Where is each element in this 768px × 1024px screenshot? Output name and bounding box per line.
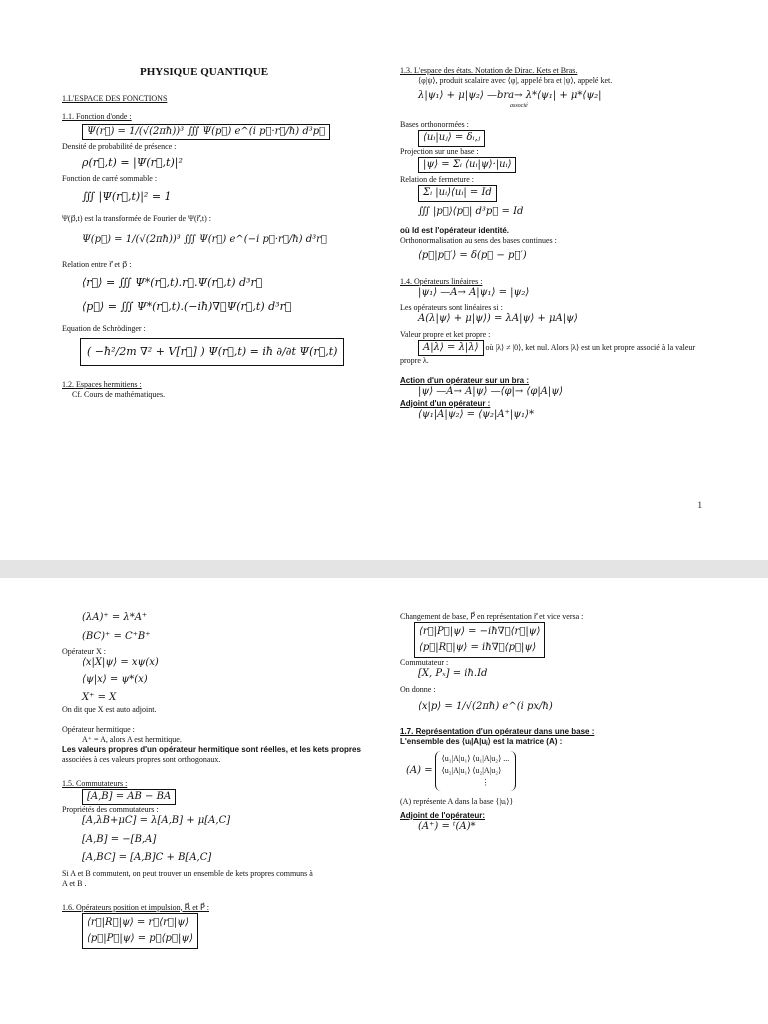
page1-left-column xyxy=(62,66,362,400)
page-number: 1 xyxy=(697,500,702,510)
eq-action: |ψ⟩ —A→ A|ψ⟩ —⟨φ|→ ⟨φ|A|ψ⟩ xyxy=(418,386,564,397)
text-commutator: Commutateur : xyxy=(400,658,449,667)
eq-wavefunction-p: Ψ(p⃗) = 1/(√(2πħ))³ ∭ Ψ(r⃗) e^(−i p⃗·r⃗/ħ) d³r⃗ xyxy=(82,233,327,245)
eq-hermitian: A⁺ = A, alors A est hermitique. xyxy=(82,734,182,744)
section-1-heading: 1.L'ESPACE DES FONCTIONS xyxy=(62,93,168,103)
page-2 xyxy=(0,578,768,1024)
matrix-label: (A) = xyxy=(406,764,433,776)
text-action-bra: Action d'un opérateur sur un bra : xyxy=(400,376,530,385)
text-hermitian-prop2: associées à ces valeurs propres sont orthogonaux. xyxy=(62,754,221,764)
eq-position: ⟨r⃗|R⃗|ψ⟩ = r⃗⟨r⃗|ψ⟩ xyxy=(87,916,190,928)
text-change-basis: Changement de base, P⃗ en représentation r⃗ et vice versa : xyxy=(400,612,584,621)
text-given: On donne : xyxy=(400,684,436,694)
text-adjoint: Adjoint d'un opérateur : xyxy=(400,398,491,408)
eq-ortho-continuous: ⟨p⃗|p⃗′⟩ = δ(p⃗ − p⃗′) xyxy=(418,250,527,261)
text-linear: Les opérateurs sont linéaires si : xyxy=(400,303,503,312)
eq-normalization: ∭ |Ψ(r⃗,t)|² = 1 xyxy=(82,190,172,203)
eq-mean-r: ⟨r⃗⟩ = ∭ Ψ*(r⃗,t).r⃗.Ψ(r⃗,t) d³r⃗ xyxy=(82,276,263,290)
eq-projection: |ψ⟩ = Σᵢ ⟨uᵢ|ψ⟩·|uᵢ⟩ xyxy=(418,157,516,174)
section-1-7-heading: 1.7. Représentation d'un opérateur dans une base : xyxy=(400,727,595,736)
matrix-row-1: ⟨u₁|A|u₁⟩ ⟨u₁|A|u₂⟩ ... xyxy=(441,754,510,763)
matrix-A xyxy=(435,751,517,791)
text-represents: (A) représente A dans la base {|uᵢ⟩} xyxy=(400,797,514,806)
text-commute: Si A et B commutent, on peut trouver un ensemble de kets propres communs à xyxy=(62,868,313,878)
eq-x3: X⁺ = X xyxy=(82,692,117,703)
section-1-4-heading: 1.4. Opérateurs linéaires : xyxy=(400,276,483,286)
eq-adjoint: ⟨ψ₁|A|ψ₂⟩ = ⟨ψ₂|A⁺|ψ₁⟩* xyxy=(418,408,534,420)
eq-ortho: ⟨uᵢ|uⱼ⟩ = δᵢ,ⱼ xyxy=(418,130,485,147)
matrix-row-2: ⟨u₂|A|u₁⟩ ⟨u₂|A|u₂⟩ xyxy=(441,766,502,775)
text-operator-x: Opérateur X : xyxy=(62,647,106,656)
page-separator xyxy=(0,560,768,578)
section-1-5-heading: 1.5. Commutateurs : xyxy=(62,778,128,788)
eq-antilinear: λ|ψ₁⟩ + μ|ψ₂⟩ —bra→ λ*⟨ψ₁| + μ*⟨ψ₂| xyxy=(418,90,602,101)
eq-adjoint-scalar: (λA)⁺ = λ*A⁺ xyxy=(82,612,148,623)
eq-commutator-def: [A,B] = AB − BA xyxy=(82,789,176,806)
text-projection: Projection sur une base : xyxy=(400,146,479,156)
text-ortho-continuous: Orthonormalisation au sens des bases continues : xyxy=(400,236,557,245)
eq-given: ⟨x|p⟩ = 1/√(2πħ) e^(i px/ħ) xyxy=(418,700,553,712)
text-schrodinger: Equation de Schrödinger : xyxy=(62,323,146,333)
section-1-3-heading: 1.3. L'espace des états. Notation de Dirac. Kets et Bras. xyxy=(400,66,578,75)
text-matrix: L'ensemble des ⟨uᵢ|A|uⱼ⟩ est la matrice (A) : xyxy=(400,737,563,746)
page-title: PHYSIQUE QUANTIQUE xyxy=(140,66,269,78)
text-fourier: Ψ(p⃗,t) est la transformée de Fourier de Ψ(r⃗,t) : xyxy=(62,213,212,223)
text-identity: où Id est l'opérateur identité. xyxy=(400,226,510,235)
text-eigen: Valeur propre et ket propre : xyxy=(400,329,491,339)
eq-impulsion: ⟨p⃗|P⃗|ψ⟩ = p⃗⟨p⃗|ψ⟩ xyxy=(87,932,194,944)
eq-comm-prop2: [A,B] = −[B,A] xyxy=(82,833,157,845)
text-eigen-tail: où |λ⟩ ≠ |0⟩, ket nul. Alors |λ⟩ est un ket propre associé à la valeur propre λ. xyxy=(400,342,696,365)
text-ortho-bases: Bases orthonormées : xyxy=(400,120,469,129)
eq-density: ρ(r⃗,t) = |Ψ(r⃗,t)|² xyxy=(82,156,183,170)
text-commute2: A et B . xyxy=(62,878,87,888)
text-adjoint-operator: Adjoint de l'opérateur: xyxy=(400,811,486,820)
eq-change2: ⟨p⃗|R⃗|ψ⟩ = iħ∇⃗⟨p⃗|ψ⟩ xyxy=(419,642,537,653)
text-square-summable: Fonction de carré sommable : xyxy=(62,174,158,183)
eq-comm-prop1: [A,λB+μC] = λ[A,B] + μ[A,C] xyxy=(82,815,231,826)
text-closure: Relation de fermeture : xyxy=(400,175,474,184)
eq-commutator-xp: [X, Pₓ] = iħ.Id xyxy=(418,668,488,679)
eq-mean-p: ⟨p⃗⟩ = ∭ Ψ*(r⃗,t).(−iħ)∇⃗Ψ(r⃗,t) d³r⃗ xyxy=(82,300,292,313)
eq-schrodinger: ( −ħ²/2m ∇² + V[r⃗] ) Ψ(r⃗,t) = iħ ∂/∂t Ψ(r⃗,t) xyxy=(80,338,344,366)
eq-operator: |ψ₁⟩ —A→ A|ψ₁⟩ = |ψ₂⟩ xyxy=(418,286,530,298)
text-hermitian: Opérateur hermitique : xyxy=(62,724,135,734)
eq-adjoint-product: (BC)⁺ = C⁺B⁺ xyxy=(82,630,151,642)
eq-adjoint-matrix: (A⁺) = ᵗ(A)* xyxy=(418,821,476,832)
eq-change1: ⟨r⃗|P⃗|ψ⟩ = −iħ∇⃗⟨r⃗|ψ⟩ xyxy=(419,626,541,637)
text-relation: Relation entre r⃗ et p⃗ : xyxy=(62,260,132,270)
eq-wavefunction-r: Ψ(r⃗) = 1/(√(2πħ))³ ∭ Ψ(p⃗) e^(i p⃗·r⃗/ħ) d³p⃗ xyxy=(82,124,330,141)
eq-x1: ⟨x|X|ψ⟩ = xψ(x) xyxy=(82,657,159,668)
eq-comm-prop3: [A,BC] = [A,B]C + B[A,C] xyxy=(82,852,212,863)
page1-right-column xyxy=(400,66,710,421)
section-1-1-heading: 1.1. Fonction d'onde : xyxy=(62,111,132,121)
page2-left-column xyxy=(62,612,362,949)
label-associe: associé xyxy=(510,102,528,109)
eq-eigen: A|λ⟩ = λ|λ⟩ xyxy=(418,340,484,357)
text-dirac: ⟨φ|ψ⟩, produit scalaire avec ⟨φ|, appelé bra et |ψ⟩, appelé ket. xyxy=(418,76,613,85)
section-1-2-heading: 1.2. Espaces hermitiens : xyxy=(62,379,142,389)
matrix-block xyxy=(406,751,710,791)
text-self-adjoint: On dit que X est auto adjoint. xyxy=(62,704,157,714)
text-commutator-props: Propriétés des commutateurs : xyxy=(62,805,159,814)
matrix-row-3: ⋮ xyxy=(481,778,490,787)
eq-x2: ⟨ψ|x⟩ = ψ*(x) xyxy=(82,673,148,685)
eq-closure-continuous: ∭ |p⃗⟩⟨p⃗| d³p⃗ = Id xyxy=(418,205,524,217)
eq-closure-discrete: Σᵢ |uᵢ⟩⟨uᵢ| = Id xyxy=(418,185,497,202)
page2-right-column xyxy=(400,612,710,834)
text-density: Densité de probabilité de présence : xyxy=(62,142,177,152)
eq-linear: A(λ|ψ⟩ + μ|ψ⟩) = λA|ψ⟩ + μA|ψ⟩ xyxy=(418,313,578,324)
section-1-6-heading: 1.6. Opérateurs position et impulsion, R⃗ et P⃗ : xyxy=(62,902,210,912)
text-cf: Cf. Cours de mathématiques. xyxy=(72,389,166,399)
text-hermitian-prop: Les valeurs propres d'un opérateur hermitique sont réelles, et les kets propres xyxy=(62,744,361,754)
